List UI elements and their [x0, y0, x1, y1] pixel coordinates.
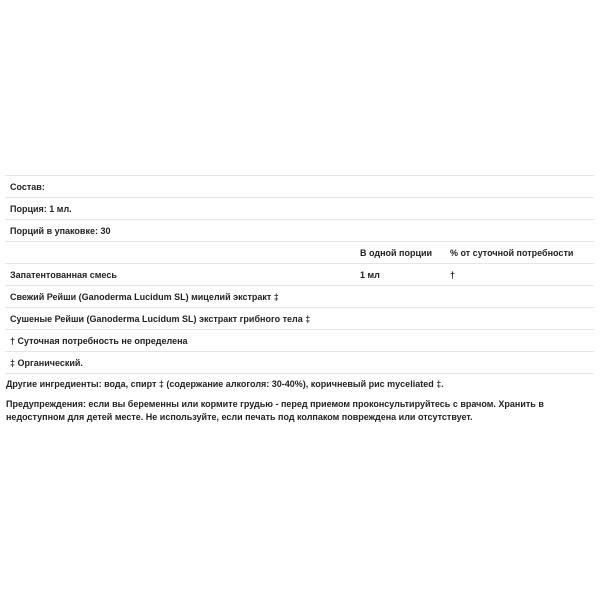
table-row [5, 308, 594, 330]
header-daily-value: % от суточной потребности [445, 242, 594, 264]
warnings: Предупреждения: если вы беременны или кормите грудью - перед приемом проконсультируйтесь с врачом. Хранить в недоступном для детей месте. Не используйте, если печать под колпаком повреждена или отсутствует. [6, 399, 544, 422]
serving-size: Порция: 1 мл. [5, 198, 594, 220]
header-amount: В одной порции [355, 242, 445, 264]
other-ingredients: Другие ингредиенты: вода, спирт ‡ (содержание алкоголя: 30-40%), коричневый рис myceliated ‡. [6, 379, 444, 389]
ingredient-name: Запатентованная смесь [5, 264, 355, 286]
table-header-row [5, 242, 594, 264]
ingredient-amount: 1 мл [355, 264, 445, 286]
ingredient-name: Свежий Рейши (Ganoderma Lucidum SL) мицелий экстракт ‡ [5, 286, 594, 308]
footnote: † Суточная потребность не определена [5, 330, 594, 352]
ingredient-daily-value: † [445, 264, 594, 286]
table-row [5, 264, 594, 286]
supplement-facts-table [5, 175, 594, 374]
header-name [5, 242, 355, 264]
table-row [5, 286, 594, 308]
footnote: ‡ Органический. [5, 352, 594, 374]
servings-per-container: Порций в упаковке: 30 [5, 220, 594, 242]
ingredient-name: Сушеные Рейши (Ganoderma Lucidum SL) экстракт грибного тела ‡ [5, 308, 594, 330]
table-title: Состав: [5, 176, 594, 198]
